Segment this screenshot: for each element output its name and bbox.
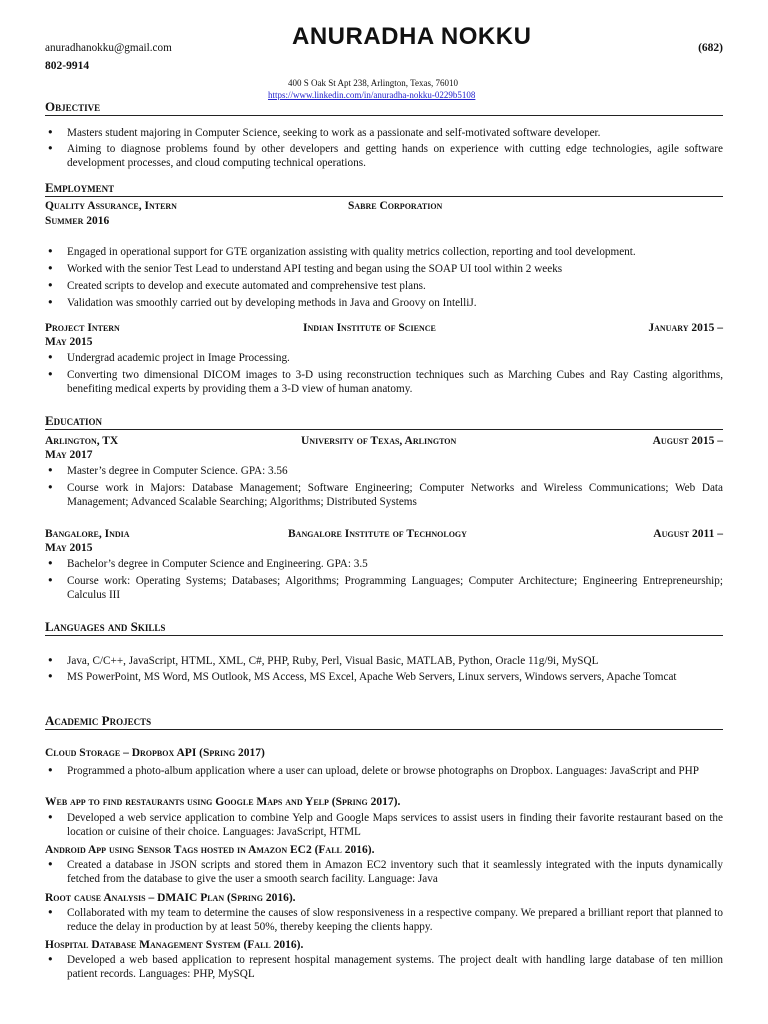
bullet-icon: • (47, 296, 54, 309)
job-2-date: January 2015 – (648, 322, 723, 334)
project-2-list (45, 811, 723, 839)
project-1-title: Cloud Storage – Dropbox API (Spring 2017) (45, 747, 265, 759)
section-academic-projects: Academic Projects (45, 714, 723, 730)
list-item: • Aiming to diagnose problems found by other developers and getting hands on experience with cutting edge technologies, agile software development processes, and cloud computing technical operations. (47, 142, 723, 169)
list-item: • Masters student majoring in Computer Science, seeking to work as a passionate and self-motivated software developer. (47, 126, 601, 139)
list-item: • Master’s degree in Computer Science. GPA: 3.56 (47, 464, 288, 477)
list-item: • Course work in Majors: Database Management; Software Engineering; Computer Networks and Wireless Communications; Web Data Management; Advanced Scalable Searching; Algorithms; Distributed Systems (47, 481, 723, 508)
bullet-icon: • (47, 654, 54, 667)
project-3-title: Android App using Sensor Tags hosted in Amazon EC2 (Fall 2016). (45, 844, 375, 856)
edu-1-list (45, 464, 723, 509)
project-1-list (45, 764, 723, 778)
edu-2-date: August 2011 – (653, 528, 723, 540)
bullet-icon: • (47, 811, 54, 824)
job-2-role: Project Intern (45, 322, 120, 334)
edu-1-header (45, 434, 723, 448)
section-skills: Languages and Skills (45, 620, 723, 636)
project-5-title: Hospital Database Management System (Fall 2016). (45, 939, 304, 951)
job-1-role: Quality Assurance, Intern (45, 200, 177, 212)
list-item: • Developed a web based application to represent hospital management systems. The project dealt with handling large database of ten million patient records. Languages: PHP, MySQL (47, 953, 723, 980)
list-item: • Undergrad academic project in Image Processing. (47, 351, 290, 364)
objective-list (45, 126, 723, 170)
edu-1-place: Arlington, TX (45, 435, 119, 447)
edu-2-header (45, 527, 723, 541)
edu-1-org: University of Texas, Arlington (301, 435, 457, 447)
edu-2-date-end: May 2015 (45, 542, 93, 554)
candidate-name: ANURADHA NOKKU (292, 23, 532, 50)
job-2-org: Indian Institute of Science (303, 322, 436, 334)
skills-list (45, 654, 723, 684)
project-4-title: Root cause Analysis – DMAIC Plan (Spring 2016). (45, 892, 296, 904)
bullet-icon: • (47, 557, 54, 570)
project-5-list (45, 953, 723, 981)
list-item: • Validation was smoothly carried out by developing methods in Java and Groovy on IntelliJ. (47, 296, 477, 309)
bullet-icon: • (47, 953, 54, 966)
edu-2-org: Bangalore Institute of Technology (288, 528, 467, 540)
job-1-header (45, 199, 723, 213)
linkedin-link[interactable]: https://www.linkedin.com/in/anuradha-nokku-0229b5108 (268, 90, 476, 100)
bullet-icon: • (47, 126, 54, 139)
bullet-icon: • (47, 574, 54, 587)
phone-area-code: (682) (698, 42, 723, 54)
edu-2-place: Bangalore, India (45, 528, 130, 540)
job-1-when: Summer 2016 (45, 215, 110, 227)
edu-1-date: August 2015 – (652, 435, 723, 447)
job-2-header (45, 321, 723, 335)
list-item: • Collaborated with my team to determine the causes of slow responsiveness in a respective company. We prepared a brilliant report that planned to reduce the delay in production by at least 50%, thereby keeping the clients happy. (47, 906, 723, 933)
job-1-list (45, 245, 723, 310)
bullet-icon: • (47, 464, 54, 477)
list-item: • Created a database in JSON scripts and stored them in Amazon EC2 inventory such that it seamlessly integrated with the inputs dynamically fetched from the database to give the user a smooth search facility. Language: Java (47, 858, 723, 885)
phone-number: 802-9914 (45, 60, 90, 72)
list-item: • MS PowerPoint, MS Word, MS Outlook, MS Access, MS Excel, Apache Web Servers, Linux servers, Windows servers, Apache Tomcat (47, 670, 677, 683)
list-item: • Developed a web service application to combine Yelp and Google Maps services to assist users in finding their favorite restaurant based on the location or cuisine of their choice. Languages: JavaScript, HTML (47, 811, 723, 838)
job-2-list (45, 351, 723, 396)
section-objective: Objective (45, 100, 723, 116)
bullet-icon: • (47, 279, 54, 292)
bullet-icon: • (47, 262, 54, 275)
list-item: • Engaged in operational support for GTE organization assisting with quality metrics collection, reporting and tool development. (47, 245, 636, 258)
section-education: Education (45, 414, 723, 430)
list-item: • Java, C/C++, JavaScript, HTML, XML, C#, PHP, Ruby, Perl, Visual Basic, MATLAB, Python, Oracle 11g/9i, MySQL (47, 654, 599, 667)
list-item: • Created scripts to develop and execute automated and comprehensive test plans. (47, 279, 426, 292)
list-item: • Programmed a photo-album application where a user can upload, delete or browse photographs on Dropbox. Languages: JavaScript and PHP (47, 764, 699, 777)
edu-2-list (45, 557, 723, 602)
list-item: • Course work: Operating Systems; Databases; Algorithms; Programming Languages; Computer Architecture; Engineering Entrepreneurship; Calculus III (47, 574, 723, 601)
list-item: • Converting two dimensional DICOM images to 3-D using reconstruction techniques such as Marching Cubes and Ray Casting algorithms, benefiting medical experts by providing them a 3-D view of human anatomy. (47, 368, 723, 395)
bullet-icon: • (47, 142, 54, 155)
section-employment: Employment (45, 181, 723, 197)
list-item: • Worked with the senior Test Lead to understand API testing and began using the SOAP UI tool within 2 weeks (47, 262, 563, 275)
bullet-icon: • (47, 670, 54, 683)
bullet-icon: • (47, 351, 54, 364)
bullet-icon: • (47, 764, 54, 777)
project-3-list (45, 858, 723, 886)
email: anuradhanokku@gmail.com (45, 42, 172, 54)
address: 400 S Oak St Apt 238, Arlington, Texas, 76010 (288, 78, 458, 88)
bullet-icon: • (47, 368, 54, 381)
job-1-org: Sabre Corporation (348, 200, 443, 212)
project-4-list (45, 906, 723, 934)
bullet-icon: • (47, 906, 54, 919)
edu-1-date-end: May 2017 (45, 449, 93, 461)
bullet-icon: • (47, 858, 54, 871)
job-2-date-end: May 2015 (45, 336, 93, 348)
bullet-icon: • (47, 481, 54, 494)
bullet-icon: • (47, 245, 54, 258)
project-2-title: Web app to find restaurants using Google Maps and Yelp (Spring 2017). (45, 796, 401, 808)
list-item: • Bachelor’s degree in Computer Science and Engineering. GPA: 3.5 (47, 557, 368, 570)
